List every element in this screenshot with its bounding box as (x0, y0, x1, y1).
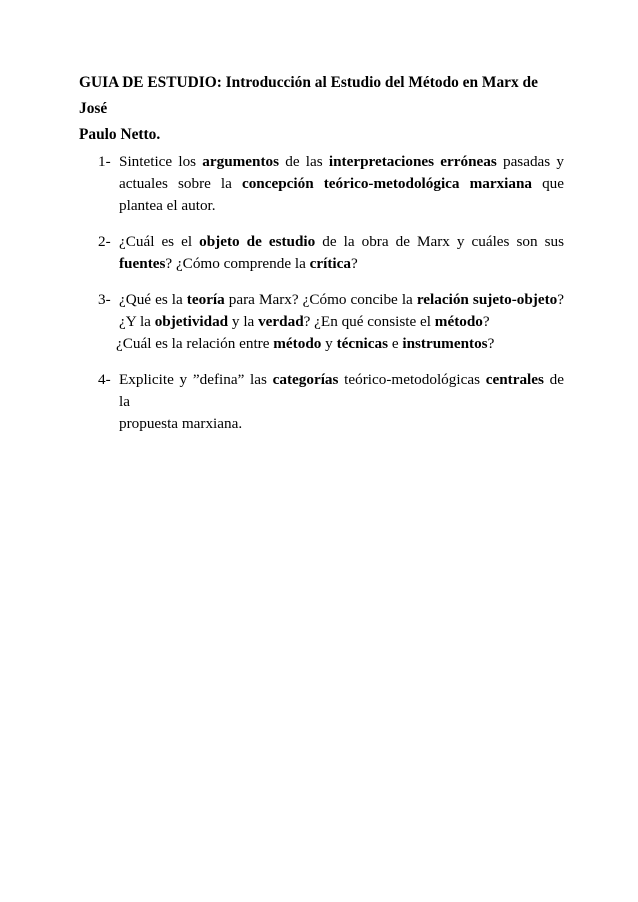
question-1 (98, 151, 564, 217)
question-3-line-1: ¿Qué es la teoría para Marx? ¿Cómo concibe la relación sujeto-objeto? (119, 291, 565, 308)
title-line-1: GUIA DE ESTUDIO: Introducción al Estudio del Método en Marx de José (79, 74, 538, 117)
question-3-line-3: ¿Cuál es la relación entre método y técnicas e instrumentos? (116, 335, 495, 352)
question-list (98, 151, 564, 449)
question-1-line-3: plantea el autor. (119, 197, 216, 214)
title-line-2: Paulo Netto. (79, 126, 161, 143)
question-3-line-2: ¿Y la objetividad y la verdad? ¿En qué consiste el método? (119, 313, 490, 330)
question-number: 4- (98, 371, 111, 388)
question-1-line-1: Sintetice los argumentos de las interpretaciones erróneas pasadas y (119, 153, 564, 170)
page-title (79, 70, 563, 148)
question-number: 1- (98, 153, 111, 170)
question-2-line-1: ¿Cuál es el objeto de estudio de la obra de Marx y cuáles son sus (119, 233, 564, 250)
question-2 (98, 231, 564, 275)
question-1-line-2: actuales sobre la concepción teórico-metodológica marxiana que (119, 175, 565, 192)
question-number: 2- (98, 233, 111, 250)
question-4 (98, 369, 564, 435)
question-4-line-1: Explicite y ”defina” las categorías teórico-metodológicas centrales de la (119, 371, 564, 410)
question-number: 3- (98, 291, 111, 308)
question-2-line-2: fuentes? ¿Cómo comprende la crítica? (119, 255, 358, 272)
question-3 (98, 289, 564, 355)
question-4-line-2: propuesta marxiana. (119, 415, 243, 432)
